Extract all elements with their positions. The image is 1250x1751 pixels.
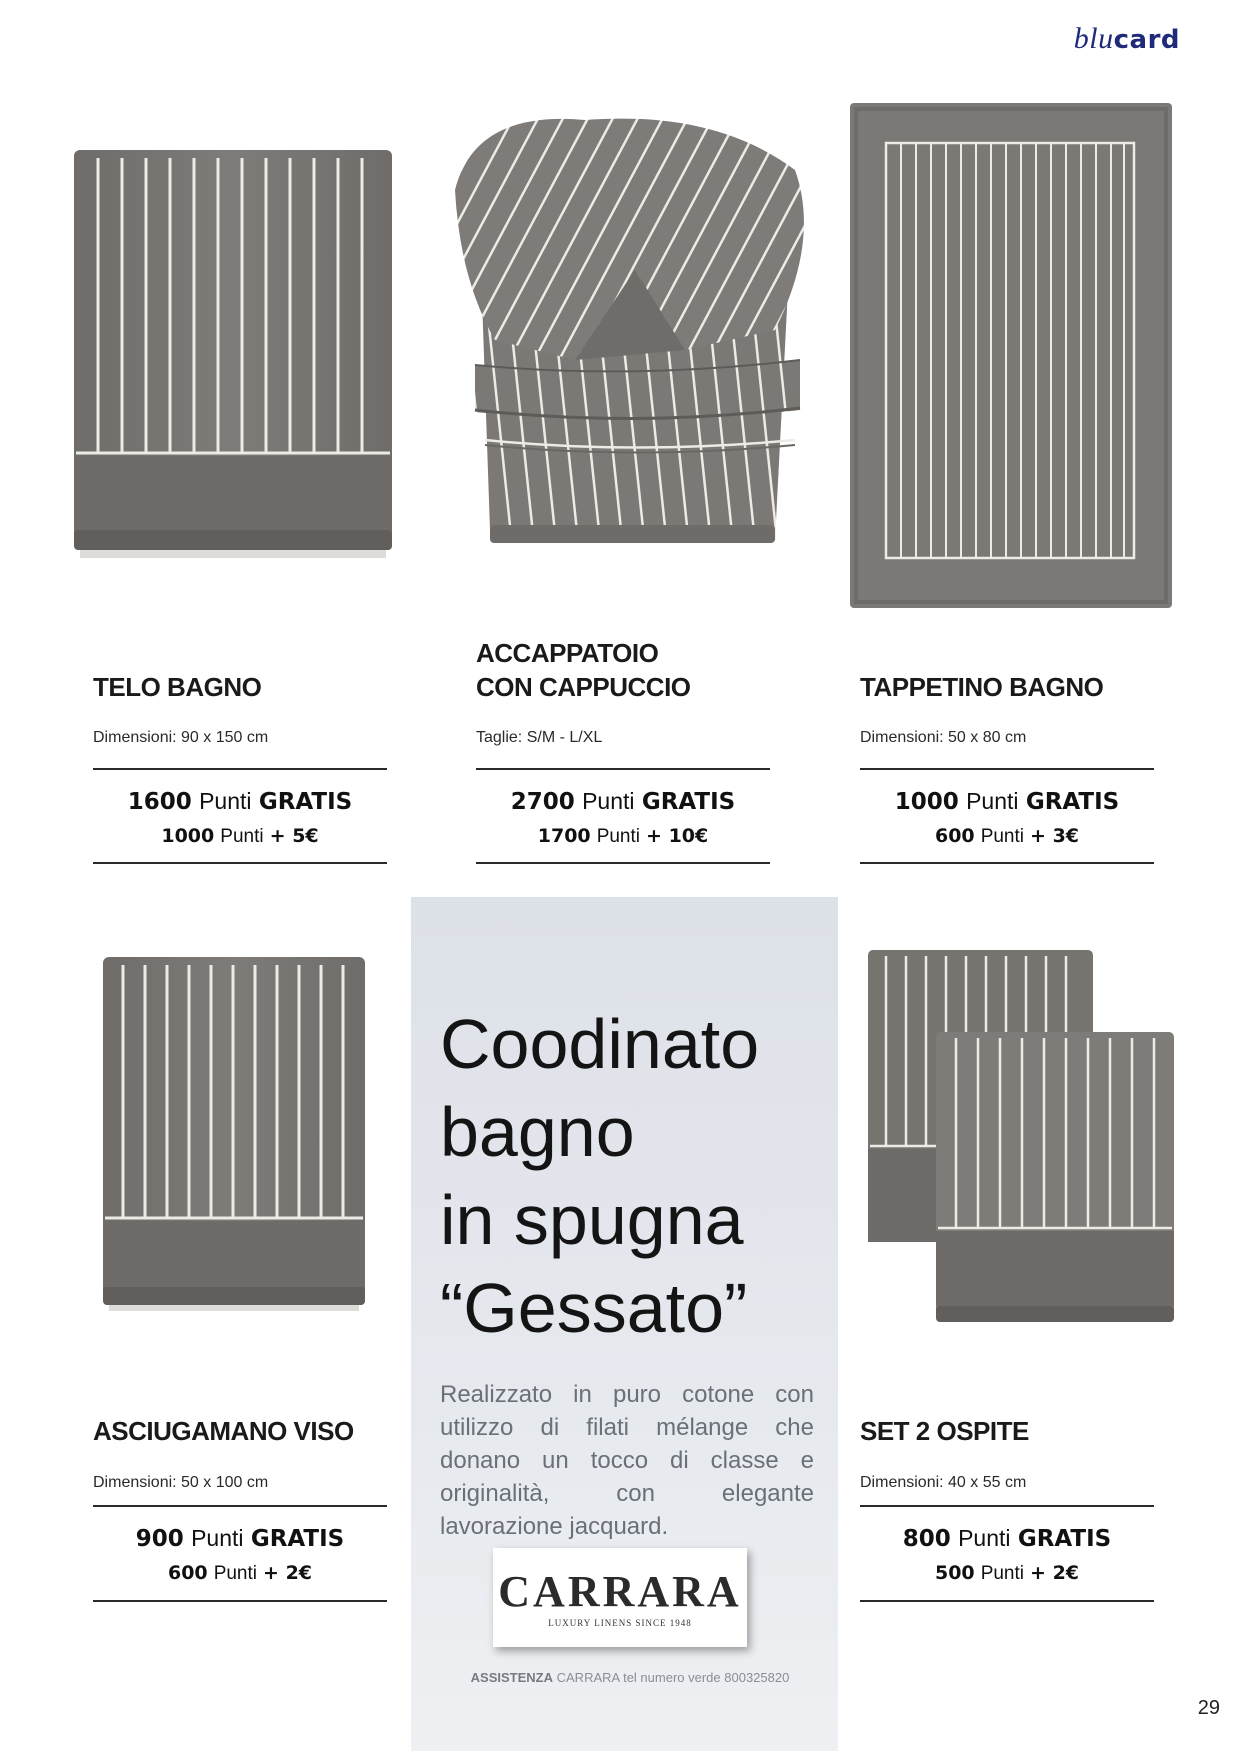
logo-wordmark: CARRARA	[498, 1567, 742, 1616]
product-spec: Taglie: S/M - L/XL	[476, 729, 603, 746]
divider	[860, 862, 1154, 864]
product-spec: Dimensioni: 90 x 150 cm	[93, 729, 269, 746]
towel-photo-asciugamano	[103, 957, 373, 1313]
logo-tagline: LUXURY LINENS SINCE 1948	[548, 1618, 692, 1628]
product-name-asciugamano: ASCIUGAMANO VISO	[93, 1416, 354, 1446]
product-name-telo-bagno: TELO BAGNO	[93, 672, 262, 702]
divider	[93, 768, 387, 770]
bathmat-photo	[850, 103, 1180, 613]
product-spec: Dimensioni: 50 x 80 cm	[860, 729, 1027, 746]
support-line: ASSISTENZA CARRARA tel numero verde 800325820	[470, 1670, 790, 1685]
carrara-logo	[493, 1548, 747, 1647]
page-number: 29	[1197, 1697, 1220, 1719]
product-price: 1000 Punti GRATIS 600 Punti + 3€	[894, 788, 1120, 847]
product-price: 900 Punti GRATIS 600 Punti + 2€	[135, 1525, 345, 1584]
product-price: 800 Punti GRATIS 500 Punti + 2€	[902, 1525, 1112, 1584]
divider	[476, 768, 770, 770]
divider	[476, 862, 770, 864]
promo-title-line: bagno	[440, 1093, 635, 1171]
product-name-accappatoio: ACCAPPATOIO CON CAPPUCCIO	[476, 638, 691, 702]
bathrobe-photo	[455, 110, 815, 550]
divider	[860, 768, 1154, 770]
promo-title-line: in spugna	[440, 1181, 744, 1259]
promo-title-line: Coodinato	[440, 1005, 760, 1083]
divider	[93, 1600, 387, 1602]
promo-description: Realizzato in puro cotone con utilizzo di filati mélange che donano un tocco di classe e originalità, con elegante lavorazione jacquard.	[440, 1381, 814, 1540]
product-spec: Dimensioni: 50 x 100 cm	[93, 1474, 269, 1491]
product-spec: Dimensioni: 40 x 55 cm	[860, 1474, 1027, 1491]
promo-title-line: “Gessato”	[440, 1269, 748, 1347]
towel-photo-telo-bagno	[72, 150, 402, 560]
product-name-tappetino: TAPPETINO BAGNO	[860, 672, 1104, 702]
divider	[860, 1600, 1154, 1602]
guest-towel-set-photo	[868, 950, 1178, 1330]
divider	[860, 1505, 1154, 1507]
product-name-set-ospite: SET 2 OSPITE	[860, 1416, 1029, 1446]
promo-title	[440, 1000, 820, 1352]
product-price: 2700 Punti GRATIS 1700 Punti + 10€	[510, 788, 736, 847]
product-price: 1600 Punti GRATIS 1000 Punti + 5€	[127, 788, 353, 847]
divider	[93, 862, 387, 864]
brand-logo: blucard	[1073, 22, 1180, 55]
divider	[93, 1505, 387, 1507]
